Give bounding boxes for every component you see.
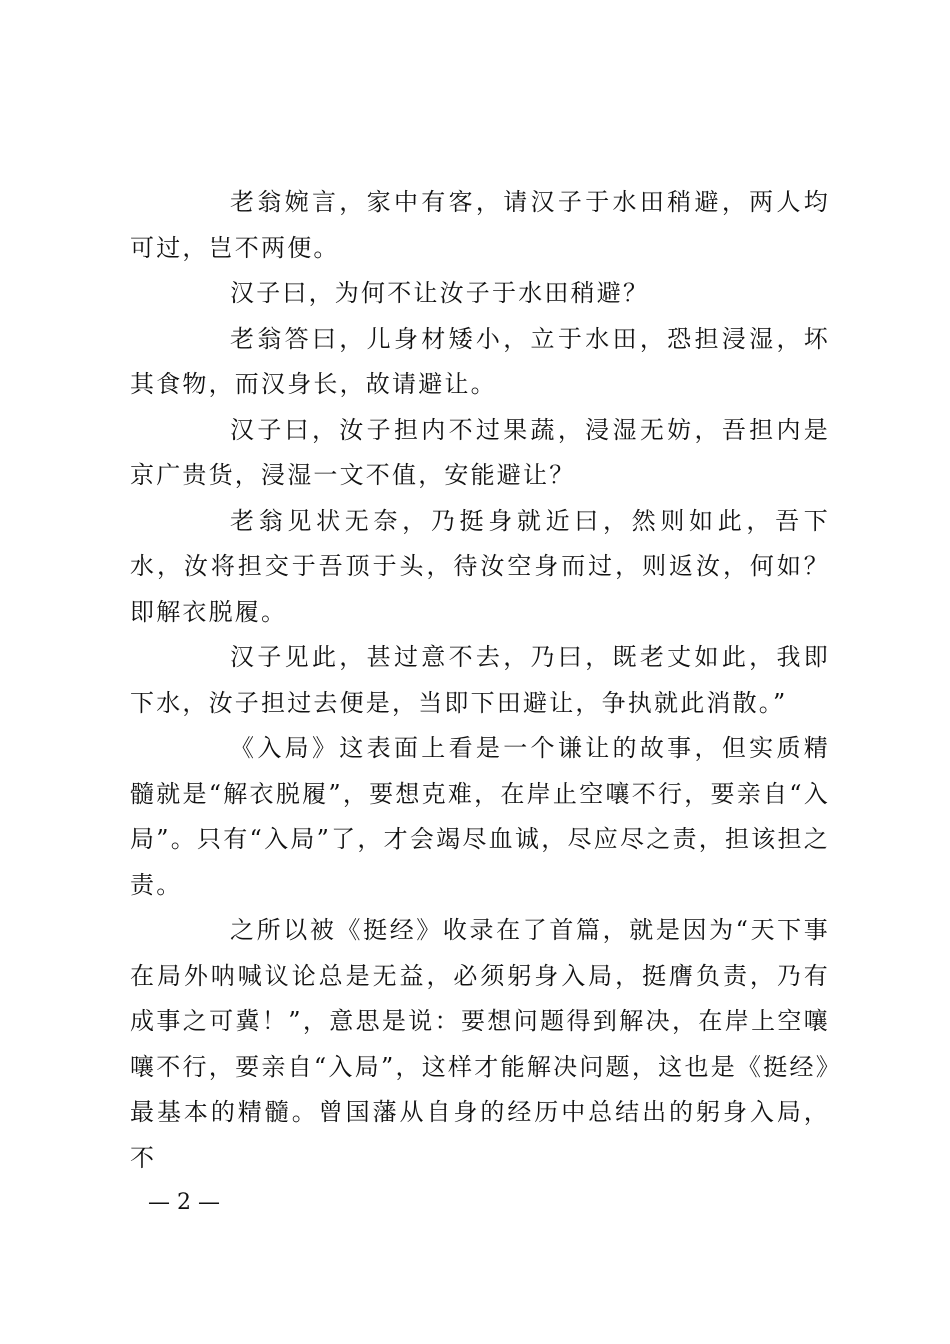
paragraph-2: 汉子曰，为何不让汝子于水田稍避？ <box>230 279 650 307</box>
paragraph-4: 汉子曰，汝子担内不过果蔬，浸湿无妨，吾担内是京广贵货，浸湿一文不值，安能避让？ <box>130 415 830 489</box>
paragraph-6: 汉子见此，甚过意不去，乃曰，既老丈如此，我即下水，汝子担过去便是，当即下田避让，争执就此消散。” <box>130 643 830 717</box>
paragraph-3: 老翁答曰，儿身材矮小，立于水田，恐担浸湿，坏其食物，而汉身长，故请避让。 <box>130 324 830 398</box>
paragraph-5: 老翁见状无奈，乃挺身就近曰，然则如此，吾下水，汝将担交于吾顶于头，待汝空身而过，则返汝，何如？即解衣脱履。 <box>130 506 830 626</box>
page-number: — 2 — <box>148 1190 220 1215</box>
paragraph-8: 之所以被《挺经》收录在了首篇，就是因为“天下事在局外呐喊议论总是无益，必须躬身入局，挺膺负责，乃有成事之可冀！”，意思是说：要想问题得到解决，在岸上空嚷嚷不行，要亲自“入局”，这样才能解决问题，这也是《挺经》最基本的精髓。曾国藩从自身的经历中总结出的躬身入局，不 <box>130 916 830 1172</box>
paragraph-1: 老翁婉言，家中有客，请汉子于水田稍避，两人均可过，岂不两便。 <box>130 188 830 262</box>
body-text <box>130 180 830 1181</box>
paragraph-7: 《入局》这表面上看是一个谦让的故事，但实质精髓就是“解衣脱履”，要想克难，在岸止空嚷不行，要亲自“入局”。只有“入局”了，才会竭尽血诚，尽应尽之责，担该担之责。 <box>130 734 830 899</box>
